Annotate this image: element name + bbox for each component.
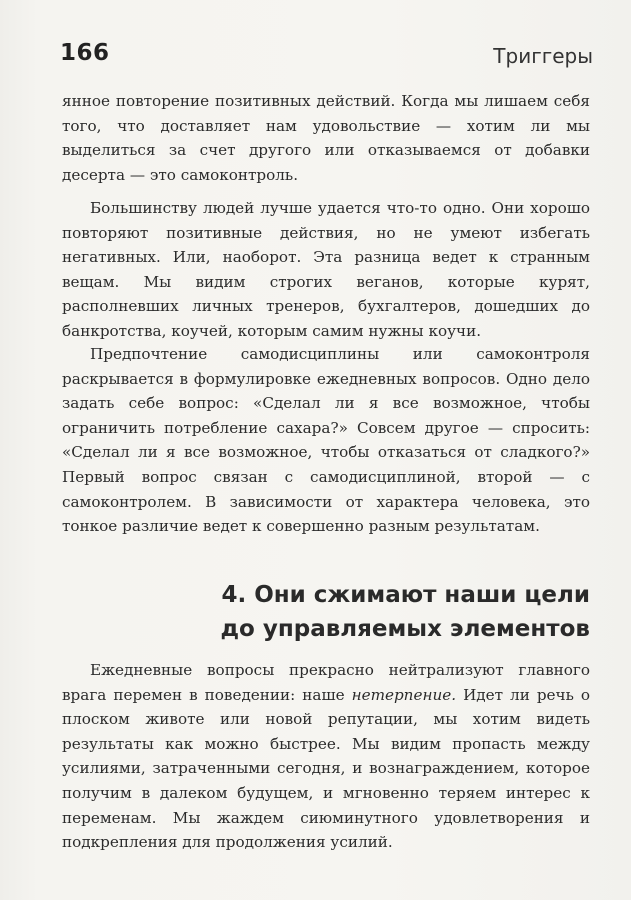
paragraph-2: Большинству людей лучше удается что-то одно. Они хорошо повторяют позитивные действия, но не умеют избегать негативных. Или, наоборот. Эта разница ведет к странным вещам. Мы видим строгих веганов, которые курят, располневших личных тренеров, бухгалтеров, дошедших до банкротства, коучей, которым самим нужны коучи. [62, 199, 590, 340]
paragraph-1: янное повторение позитивных действий. Когда мы лишаем себя того, что доставляет нам удовольствие — хотим ли мы выделиться за счет другого или отказываемся от добавки десерта — это самоконтроль. [62, 92, 590, 184]
paragraph-3: Предпочтение самодисциплины или самоконтроля раскрывается в формулировке ежедневных вопросов. Одно дело задать себе вопрос: «Сделал ли я все возможное, чтобы ограничить потребление сахара?» Совсем другое — спросить: «Сделал ли я все возможное, чтобы отказаться от сладкого?» Первый вопрос связан с самодисциплиной, второй — с самоконтролем. В зависимости от характера человека, это тонкое различие ведет к совершенно разным результатам. [62, 345, 590, 536]
paragraph-4-text-start: Ежедневные вопросы прекрасно нейтрализуют главного врага перемен в поведении: наше [62, 661, 590, 704]
paragraph-4-text-end: Идет ли речь о плоском животе или новой репутации, мы хотим видеть результаты как можно быстрее. Мы видим пропасть между усилиями, затраченными сегодня, и вознаграждением, которое получим в далеком будущем, и мгновенно теряем интерес к переменам. Мы жаждем сиюминутного удовлетворения и подкрепления для продолжения усилий. [62, 685, 591, 852]
section-heading-line-1: 4. Они сжимают наши цели [221, 582, 590, 608]
running-head-title: Триггеры [493, 44, 593, 68]
section-heading [70, 578, 590, 646]
page-number: 166 [60, 40, 110, 66]
paragraph-4-emphasis: нетерпение. [351, 685, 457, 704]
section-heading-line-2: до управляемых элементов [220, 616, 590, 642]
paragraph-4 [62, 658, 590, 855]
